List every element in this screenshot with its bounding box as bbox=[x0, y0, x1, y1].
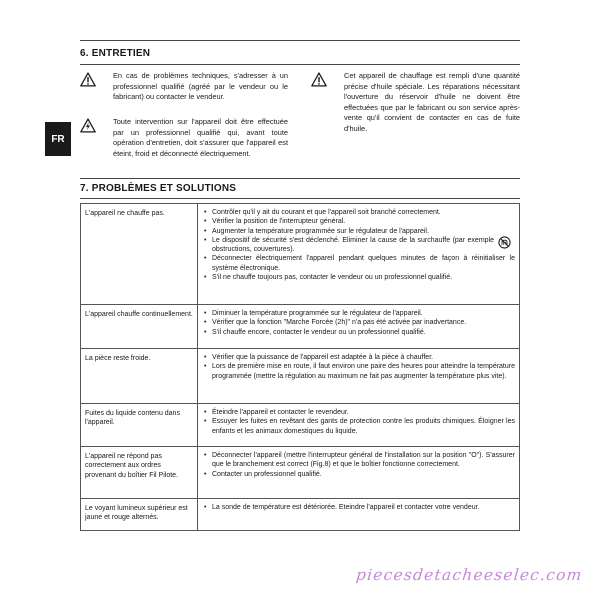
problem-cell: L'appareil chauffe continuellement. bbox=[81, 305, 198, 349]
solutions-list bbox=[204, 503, 515, 512]
solution-item: • Contrôler qu'il y ait du courant et que l'appareil soit branché correctement. bbox=[204, 208, 515, 217]
solution-item: • Essuyer les fuites en revêtant des gants de protection contre les produits chimiques. Éloigner les enfants et les animaux domestiques du liquide. bbox=[204, 417, 515, 436]
section-6-rule bbox=[80, 64, 520, 65]
solution-item: • Vérifier que la fonction "Marche Forcée (2h)" n'a pas été activée par inadvertance. bbox=[204, 318, 515, 327]
solution-item: • S'il ne chauffe toujours pas, contacter le vendeur ou un professionnel qualifié. bbox=[204, 273, 515, 282]
do-not-cover-icon bbox=[498, 236, 511, 249]
solutions-list bbox=[204, 408, 515, 436]
solutions-cell bbox=[198, 404, 520, 447]
solution-item: • Contacter un professionnel qualifié. bbox=[204, 470, 515, 479]
section-6-title: 6. ENTRETIEN bbox=[80, 48, 151, 59]
maintenance-warning-2-text: Toute intervention sur l'appareil doit être effectuée par un professionnel qualifié qui, avant toute opération d'entretien, doit s'assurer que l'appareil est éteint, froid et déconnecté électriquement. bbox=[113, 117, 288, 158]
solution-item bbox=[204, 236, 515, 255]
problem-cell: La pièce reste froide. bbox=[81, 349, 198, 404]
table-row bbox=[81, 305, 520, 349]
solutions-cell bbox=[198, 349, 520, 404]
solutions-cell bbox=[198, 305, 520, 349]
section-7-rule bbox=[80, 198, 520, 199]
top-rule bbox=[80, 40, 520, 41]
maintenance-warning-3 bbox=[311, 72, 520, 142]
warning-triangle-icon bbox=[311, 72, 327, 87]
table-row bbox=[81, 404, 520, 447]
solutions-list bbox=[204, 208, 515, 282]
maintenance-warning-1 bbox=[80, 72, 288, 106]
problem-cell: Le voyant lumineux supérieur est jaune et rouge alternés. bbox=[81, 499, 198, 531]
solution-item: • La sonde de température est détériorée. Eteindre l'appareil et contacter votre vendeur. bbox=[204, 503, 515, 512]
electric-hazard-icon bbox=[80, 118, 96, 133]
problem-cell: Fuites du liquide contenu dans l'appareil. bbox=[81, 404, 198, 447]
solutions-list bbox=[204, 353, 515, 381]
table-row bbox=[81, 349, 520, 404]
solution-item: • Augmenter la température programmée sur le régulateur de l'appareil. bbox=[204, 227, 515, 236]
section-7-top-rule bbox=[80, 178, 520, 179]
solution-item: • S'il chauffe encore, contacter le vendeur ou un professionnel qualifié. bbox=[204, 328, 515, 337]
language-tab: FR bbox=[45, 122, 71, 156]
troubleshooting-table bbox=[80, 203, 520, 531]
solution-item: • Vérifier la position de l'interrupteur général. bbox=[204, 217, 515, 226]
solution-item: • Déconnecter l'appareil (mettre l'interrupteur général de l'installation sur la position "O"). S'assurer que le branchement est correct (Fig.8) et que le boîtier fonctionne correctement. bbox=[204, 451, 515, 470]
solution-item: • Diminuer la température programmée sur le régulateur de l'appareil. bbox=[204, 309, 515, 318]
maintenance-warning-3-text: Cet appareil de chauffage est rempli d'une quantité précise d'huile spéciale. Les réparations nécessitant l'ouverture du réservoir d'huile ne doivent être effectuées que par le fabricant ou son service après-vente qu'il convient de contacter en cas de fuite d'huile. bbox=[344, 71, 520, 133]
solution-item: • Lors de première mise en route, il faut environ une paire des heures pour atteindre la température programmée (mettre la régulation au maximum ne fait pas augmenter la température plus vite). bbox=[204, 362, 515, 381]
watermark: piecesdetacheeselec.com bbox=[355, 566, 584, 584]
table-row bbox=[81, 499, 520, 531]
solutions-list bbox=[204, 309, 515, 337]
table-row bbox=[81, 447, 520, 499]
solution-item: • Éteindre l'appareil et contacter le revendeur. bbox=[204, 408, 515, 417]
solutions-cell bbox=[198, 447, 520, 499]
solution-item-text: Le dispositif de sécurité s'est déclenché. Eliminer la cause de la surchauffe (par exemple obstructions, couvertures). bbox=[212, 236, 494, 254]
maintenance-warning-2 bbox=[80, 118, 288, 163]
problem-cell: L'appareil ne répond pas correctement aux ordres provenant du boîtier Fil Pilote. bbox=[81, 447, 198, 499]
solutions-list bbox=[204, 451, 515, 479]
solution-item: • Déconnecter électriquement l'appareil pendant quelques minutes de façon à réinitialiser le système électronique. bbox=[204, 254, 515, 273]
table-row bbox=[81, 204, 520, 305]
section-7-title: 7. PROBLÈMES ET SOLUTIONS bbox=[80, 183, 237, 194]
solutions-cell bbox=[198, 499, 520, 531]
maintenance-warning-1-text: En cas de problèmes techniques, s'adresser à un professionnel qualifié (agréé par le vendeur ou le fabricant) ou contacter le vendeur. bbox=[113, 71, 288, 102]
solutions-cell bbox=[198, 204, 520, 305]
solution-item: • Vérifier que la puissance de l'appareil est adaptée à la pièce à chauffer. bbox=[204, 353, 515, 362]
problem-cell: L'appareil ne chauffe pas. bbox=[81, 204, 198, 305]
warning-triangle-icon bbox=[80, 72, 96, 87]
